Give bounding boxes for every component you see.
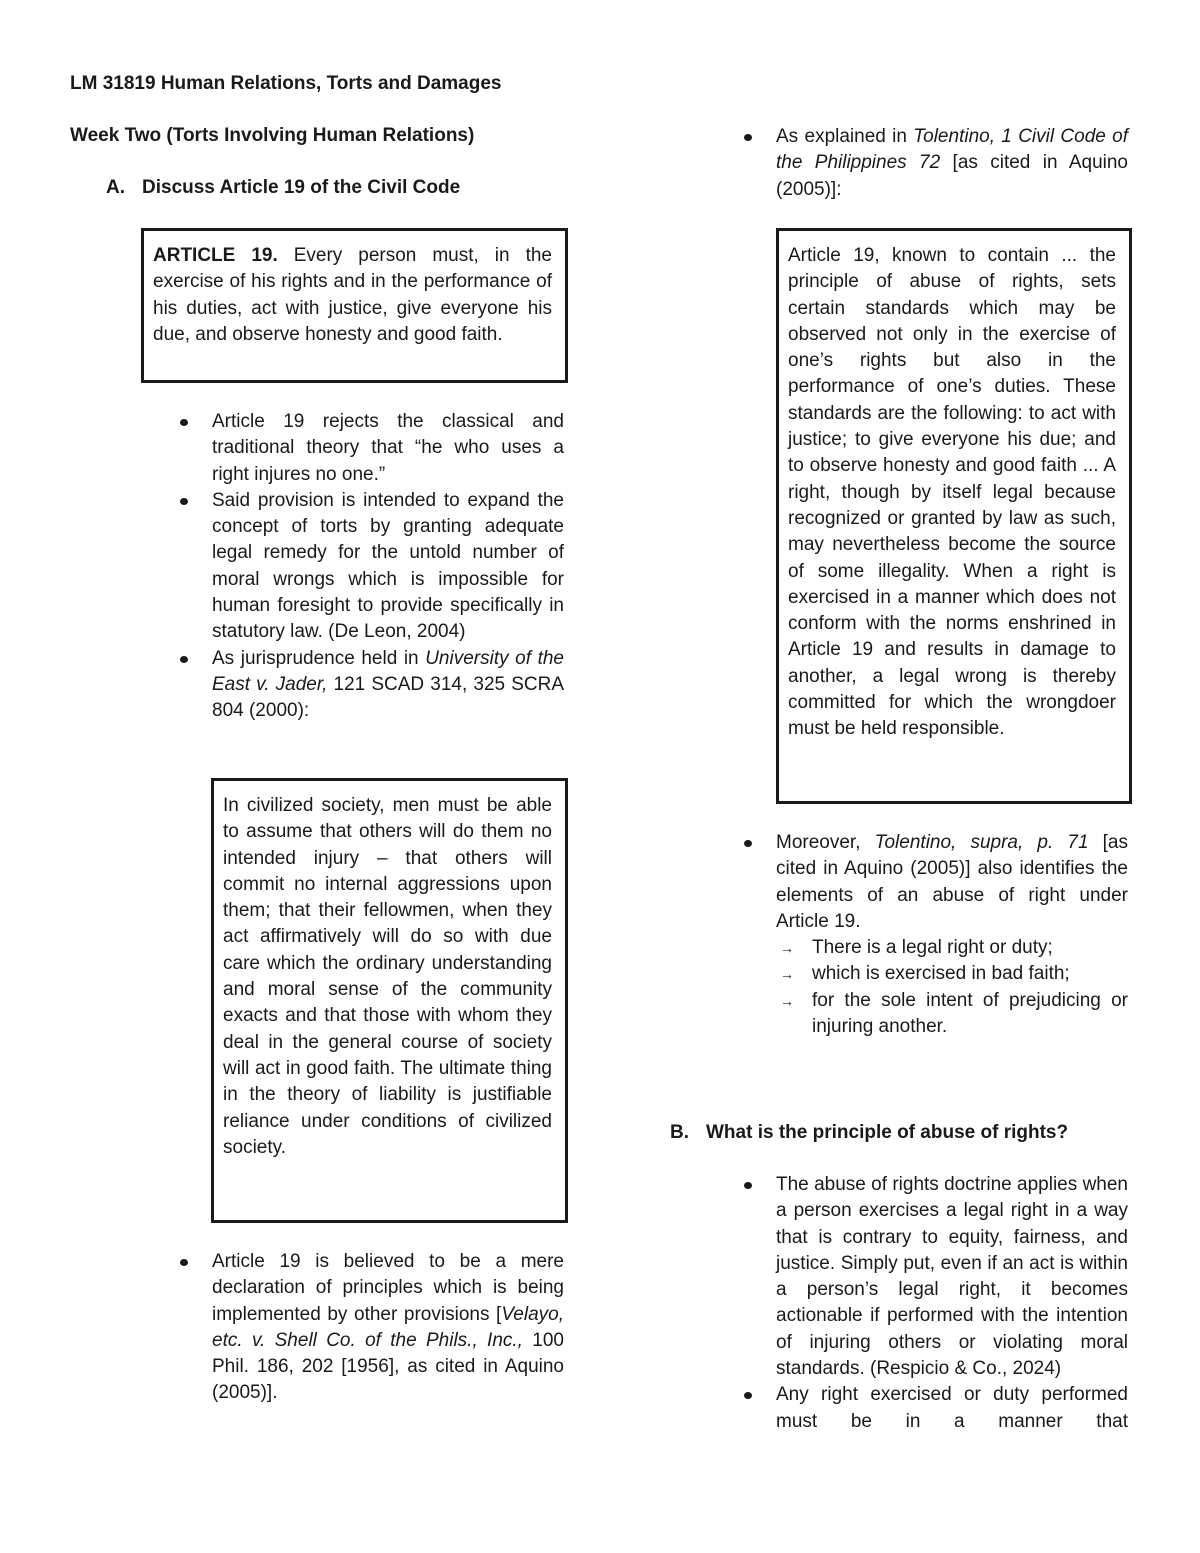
bullet-text-post: 121 SCAD 314, 325 SCRA 804 (2000): — [212, 673, 564, 722]
bullet-text-pre: Article 19 is believed to be a mere declaration of principles which is being implemented by other provisions [ — [212, 1251, 564, 1325]
element-text: for the sole intent of prejudicing or injuring another. — [812, 989, 1128, 1038]
bullet-text: Any right exercised or duty performed must be in a manner that — [776, 1384, 1128, 1432]
week-heading: Week Two (Torts Involving Human Relations) — [70, 125, 475, 146]
element-text: There is a legal right or duty; — [812, 937, 1053, 959]
list-item — [740, 1382, 1128, 1435]
list-item — [740, 124, 1128, 203]
section-b-title: What is the principle of abuse of rights? — [706, 1122, 1069, 1143]
section-a-title: Discuss Article 19 of the Civil Code — [142, 177, 461, 198]
elements-bullets — [740, 830, 1128, 1040]
document-title: LM 31819 Human Relations, Torts and Damages — [70, 73, 502, 94]
case-citation: University of the East v. Jader, — [212, 647, 564, 695]
bullet-text-pre: Moreover, — [776, 832, 875, 853]
element-text: which is exercised in bad faith; — [812, 963, 1070, 985]
bullet-text-pre: As explained in — [776, 126, 914, 147]
section-a-heading — [106, 175, 460, 201]
section-b-label: B. — [670, 1122, 689, 1143]
bullet-text-post: [as cited in Aquino (2005)]: — [776, 152, 1129, 200]
list-item — [176, 646, 564, 725]
bullet-text-post: [as cited in Aquino (2005)] also identifies the elements of an abuse of right under Article 19. — [776, 832, 1128, 932]
list-item — [740, 1172, 1128, 1382]
case-citation: Velayo, etc. v. Shell Co. of the Phils., Inc., — [212, 1303, 564, 1351]
bullet-text: Article 19 rejects the classical and traditional theory that “he who uses a right injures no one.” — [212, 411, 564, 485]
declaration-bullets — [176, 1249, 564, 1407]
bullet-text: The abuse of rights doctrine applies when a person exercises a legal right in a way that is contrary to equity, fairness, and justice. Simply put, even if an act is within a person’s legal right, it becomes actionable if performed with the intention of injuring others or violating moral standards. (Respicio & Co., 2024) — [776, 1174, 1128, 1380]
book-citation: Tolentino, 1 Civil Code of the Philippines 72 — [776, 126, 1128, 174]
bullet-text: Said provision is intended to expand the concept of torts by granting adequate legal remedy for the untold number of moral wrongs which is impossible for human foresight to provide specifically in statutory law. (De Leon, 2004) — [212, 489, 564, 643]
list-item — [176, 1249, 564, 1407]
abuse-of-rights-bullets — [740, 1172, 1128, 1435]
quote-text: Article 19, known to contain ... the principle of abuse of rights, sets certain standards which may be observed not only in the exercise of one’s rights but also in the performance of one’s duties. These standards are the following: to act with justice; to give everyone his due; and to observe honesty and good faith ... A right, though by itself legal because recognized or granted by law as such, may nevertheless become the source of some illegality. When a right is exercised in a manner which does not conform with the norms enshrined in Article 19 and results in damage to another, a legal wrong is thereby committed for which the wrongdoer must be held responsible. — [788, 245, 1116, 740]
article-19-text: Every person must, in the exercise of his rights and in the performance of his duties, act with justice, give everyone his due, and observe honesty and good faith. — [153, 245, 552, 345]
list-item — [176, 409, 564, 488]
list-item — [740, 830, 1128, 1040]
section-b-heading — [670, 1120, 1068, 1146]
bullet-text-post: 100 Phil. 186, 202 [1956], as cited in Aquino (2005)]. — [212, 1329, 564, 1404]
elements-list — [776, 935, 1128, 1040]
element-item — [776, 988, 1128, 1041]
element-item — [776, 961, 1128, 987]
quote-text: In civilized society, men must be able to assume that others will do them no intended injury – that others will commit no internal aggressions upon them; that their fellowmen, when they act affirmatively will do so with due care which the ordinary understanding and moral sense of the community exacts and that those with whom they deal in the general course of society will act in good faith. The ultimate thing in the theory of liability is justifiable reliance under conditions of civilized society. — [223, 795, 552, 1158]
element-item — [776, 935, 1128, 961]
book-citation: Tolentino, supra, p. 71 — [874, 832, 1089, 853]
bullet-text-pre: As jurisprudence held in — [212, 647, 426, 669]
article-19-label: ARTICLE 19. — [153, 245, 278, 266]
tolentino-bullets — [740, 124, 1128, 203]
jader-quote-box — [211, 778, 568, 1223]
section-a-label: A. — [106, 177, 125, 198]
tolentino-quote-box — [776, 228, 1132, 804]
list-item — [176, 488, 564, 646]
article-19-box — [141, 228, 568, 383]
article-19-bullets — [176, 409, 564, 725]
